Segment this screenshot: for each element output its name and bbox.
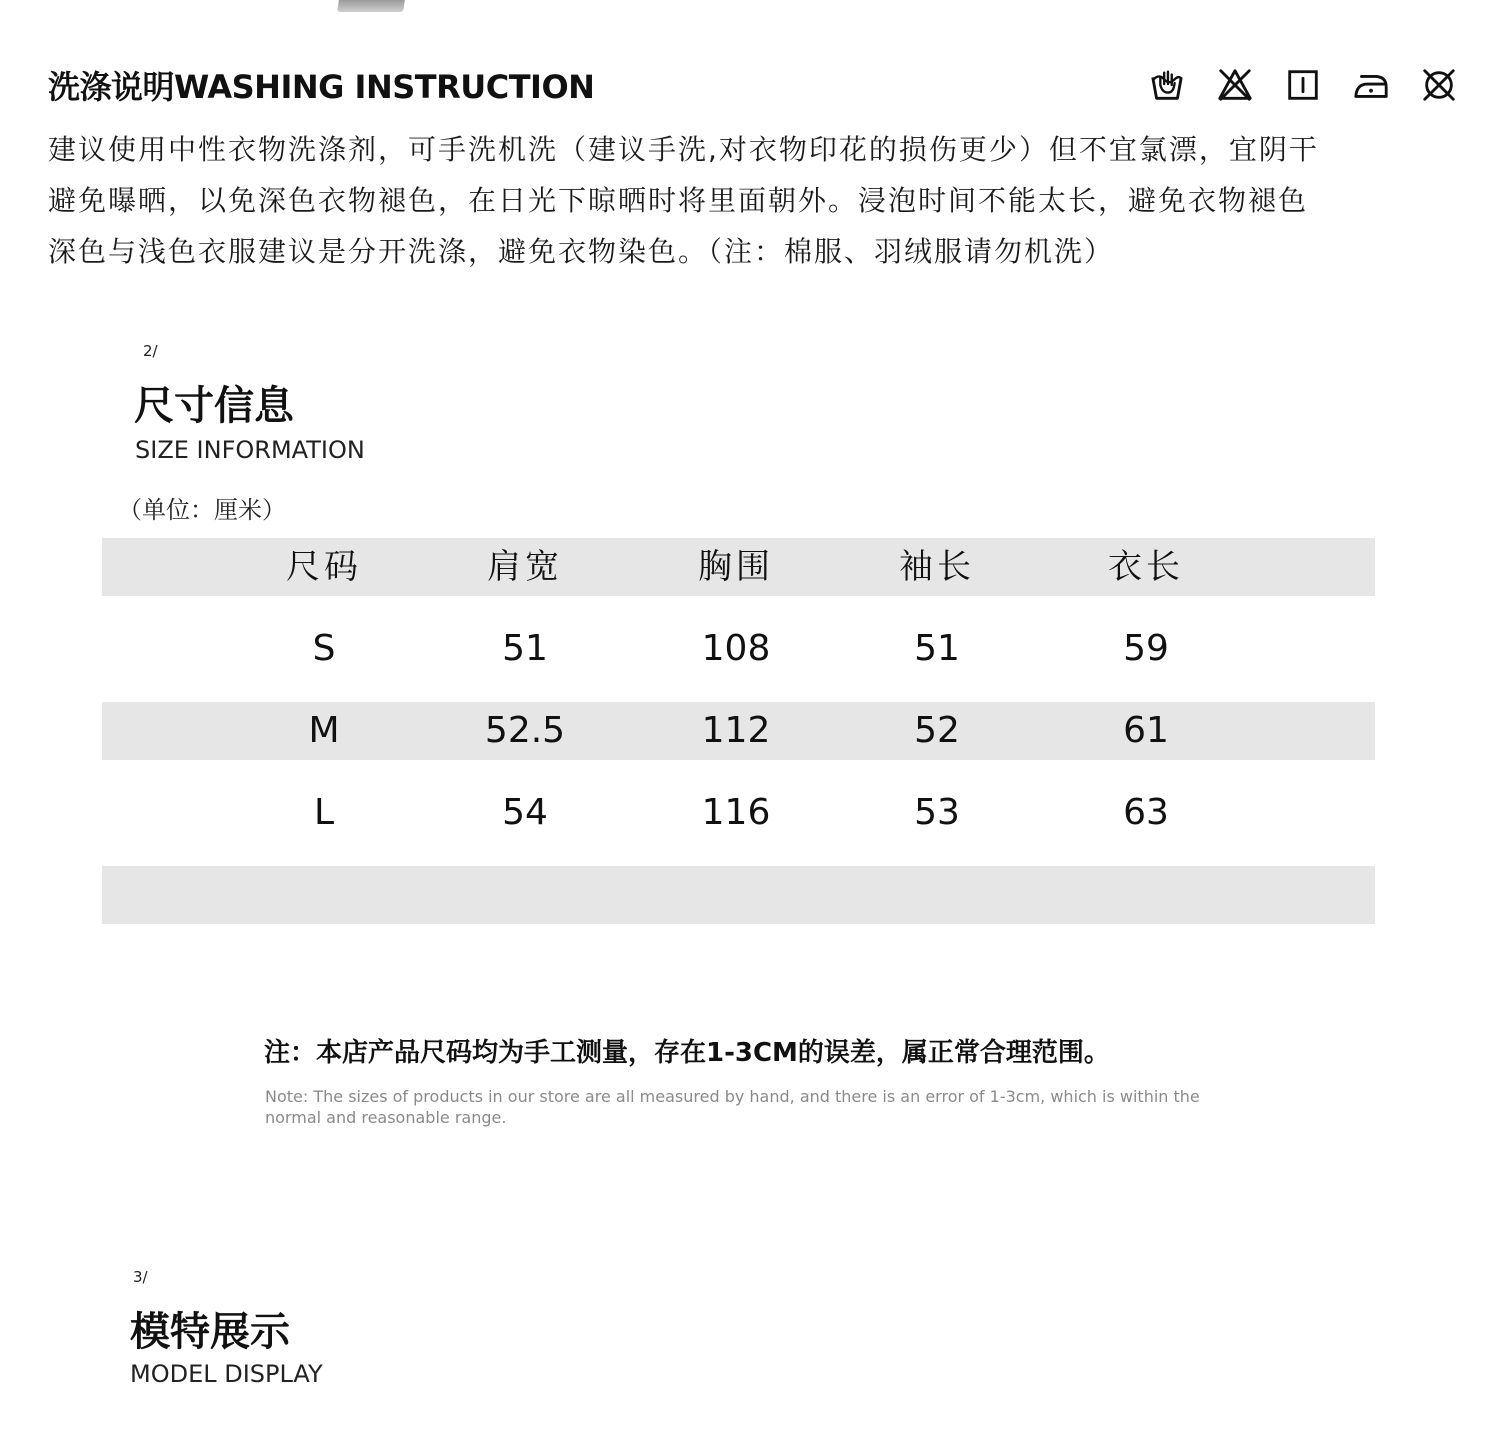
table-row bbox=[102, 620, 1375, 678]
care-icons bbox=[1148, 66, 1458, 104]
table-cell: 59 bbox=[1123, 628, 1169, 669]
table-cell: 51 bbox=[502, 628, 548, 669]
table-cell: 61 bbox=[1123, 710, 1169, 751]
table-cell: M bbox=[308, 710, 340, 751]
table-cell: 51 bbox=[914, 628, 960, 669]
model-title-en: MODEL DISPLAY bbox=[130, 1360, 323, 1388]
washing-title: 洗涤说明WASHING INSTRUCTION bbox=[48, 68, 595, 106]
table-cell: 54 bbox=[502, 792, 548, 833]
size-table bbox=[102, 538, 1375, 948]
section-number: 2/ bbox=[143, 342, 158, 360]
table-cell: 112 bbox=[701, 710, 771, 751]
table-row bbox=[102, 784, 1375, 842]
washing-line: 深色与浅色衣服建议是分开洗涤，避免衣物染色。（注：棉服、羽绒服请勿机洗） bbox=[48, 235, 1115, 268]
table-row bbox=[102, 702, 1375, 760]
washing-line: 建议使用中性衣物洗涤剂，可手洗机洗（建议手洗,对衣物印花的损伤更少）但不宜氯漂，宜阴干 bbox=[48, 133, 1319, 166]
table-cell: 52 bbox=[914, 710, 960, 751]
table-empty-row bbox=[102, 866, 1375, 924]
unit-note: （单位：厘米） bbox=[118, 496, 286, 524]
table-header-row bbox=[102, 538, 1375, 596]
header-shoulder: 肩宽 bbox=[487, 547, 563, 587]
top-image-edge bbox=[337, 0, 405, 12]
header-length: 衣长 bbox=[1108, 547, 1184, 587]
do-not-dry-clean-icon bbox=[1420, 66, 1458, 104]
table-cell: 52.5 bbox=[484, 710, 566, 751]
section-number: 3/ bbox=[133, 1268, 148, 1286]
header-size: 尺码 bbox=[286, 547, 362, 587]
do-not-bleach-icon bbox=[1216, 66, 1254, 104]
measurement-note-en: Note: The sizes of products in our store are all measured by hand, and there is an error of 1-3cm, which is within the normal and reasonable range. bbox=[265, 1087, 1200, 1127]
size-title-cn: 尺寸信息 bbox=[134, 383, 294, 429]
washing-instructions bbox=[48, 124, 1468, 277]
measurement-note-cn: 注：本店产品尺码均为手工测量，存在1-3CM的误差，属正常合理范围。 bbox=[264, 1038, 1110, 1068]
header-sleeve: 袖长 bbox=[899, 547, 975, 587]
model-title-cn: 模特展示 bbox=[130, 1309, 290, 1355]
table-cell: S bbox=[312, 628, 336, 669]
header-chest: 胸围 bbox=[698, 547, 774, 587]
washing-line: 避免曝晒，以免深色衣物褪色，在日光下晾晒时将里面朝外。浸泡时间不能太长，避免衣物褪色 bbox=[48, 184, 1309, 217]
table-cell: L bbox=[313, 792, 335, 833]
hand-wash-icon bbox=[1148, 66, 1186, 104]
table-cell: 63 bbox=[1123, 792, 1169, 833]
table-cell: 53 bbox=[914, 792, 960, 833]
iron-icon bbox=[1352, 66, 1390, 104]
size-title-en: SIZE INFORMATION bbox=[135, 436, 365, 464]
table-cell: 108 bbox=[701, 628, 771, 669]
tumble-dry-icon bbox=[1284, 66, 1322, 104]
table-cell: 116 bbox=[701, 792, 771, 833]
